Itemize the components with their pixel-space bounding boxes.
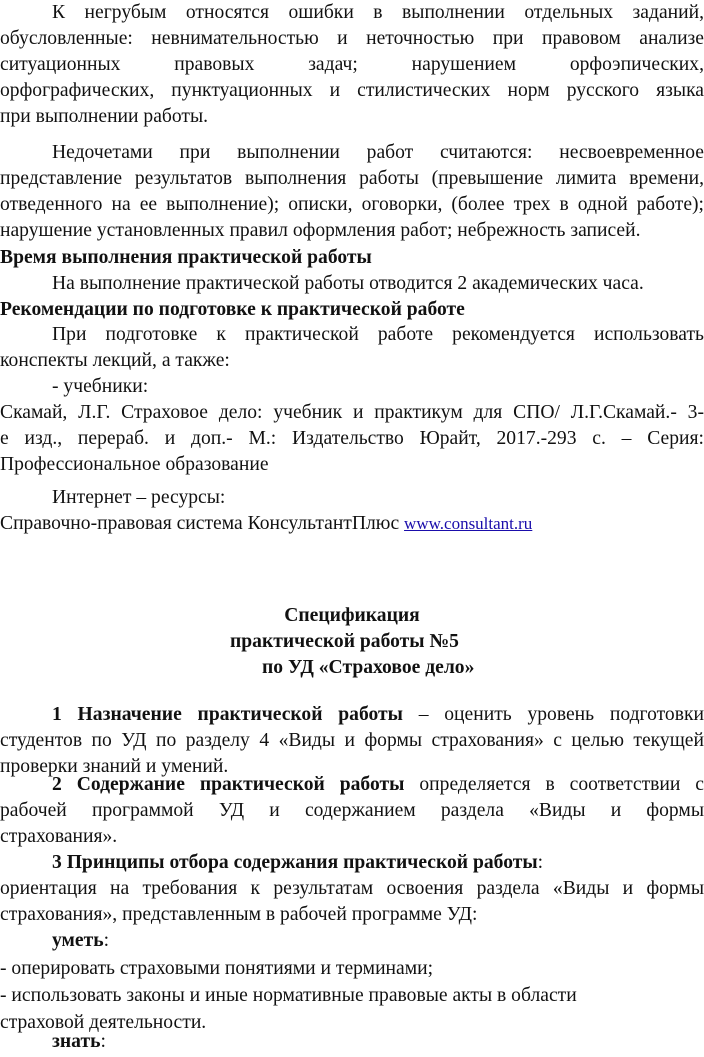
skills-heading: уметь: bbox=[52, 930, 110, 951]
paragraph-line: при выполнении работы. bbox=[0, 106, 209, 127]
paragraph-line: страхования», представленным в рабочей программе УД: bbox=[0, 904, 478, 925]
spec-title: Спецификация bbox=[284, 605, 420, 626]
spec-subtitle: практической работы №5 bbox=[230, 631, 459, 652]
paragraph-line: рабочей программой УД и содержанием раздела «Виды и формы bbox=[0, 800, 704, 821]
paragraph-line: ситуационных правовых задач; нарушением орфоэпических, bbox=[0, 54, 704, 75]
list-item: - оперировать страховыми понятиями и терминами; bbox=[0, 958, 434, 979]
paragraph-line: 2 Содержание практической работы определяется в соответствии с bbox=[52, 774, 704, 795]
spec-subtitle: по УД «Страховое дело» bbox=[262, 657, 475, 678]
resource-line bbox=[0, 511, 704, 538]
paragraph-line: представление результатов выполнения работы (превышение лимита времени, bbox=[0, 168, 704, 189]
list-item: - использовать законы и иные нормативные правовые акты в области bbox=[0, 985, 577, 1006]
paragraph-line: орфографических, пунктуационных и стилистических норм русского языка bbox=[0, 80, 704, 101]
section-heading: Время выполнения практической работы bbox=[0, 247, 372, 268]
reference-line: Профессиональное образование bbox=[0, 454, 269, 475]
knowledge-heading: знать: bbox=[52, 1031, 106, 1052]
paragraph-line: ориентация на требования к результатам освоения раздела «Виды и формы bbox=[0, 878, 704, 899]
paragraph-line: Недочетами при выполнении работ считаются: несвоевременное bbox=[52, 142, 704, 163]
section-heading: Рекомендации по подготовке к практической работе bbox=[0, 299, 465, 320]
paragraph-line: отведенного на ее выполнение); описки, оговорки, (более трех в одной работе); bbox=[0, 194, 704, 215]
reference-line: Скамай, Л.Г. Страховое дело: учебник и практикум для СПО/ Л.Г.Скамай.- 3- bbox=[0, 402, 704, 423]
list-label: Интернет – ресурсы: bbox=[52, 487, 226, 508]
paragraph-line: 1 Назначение практической работы – оценить уровень подготовки bbox=[52, 704, 704, 725]
paragraph-line: При подготовке к практической работе рекомендуется использовать bbox=[52, 324, 704, 345]
paragraph-line: проверки знаний и умений. bbox=[0, 756, 229, 777]
list-label: - учебники: bbox=[52, 376, 149, 397]
reference-line: е изд., перераб. и доп.- М.: Издательство Юрайт, 2017.-293 с. – Серия: bbox=[0, 428, 704, 449]
paragraph-line: К негрубым относятся ошибки в выполнении отдельных заданий, bbox=[52, 2, 704, 23]
consultant-link[interactable]: www.consultant.ru bbox=[404, 514, 533, 533]
paragraph-line: студентов по УД по разделу 4 «Виды и формы страхования» с целью текущей bbox=[0, 730, 704, 751]
paragraph-line: 3 Принципы отбора содержания практической работы: bbox=[52, 852, 544, 873]
list-item: страховой деятельности. bbox=[0, 1012, 207, 1033]
paragraph-line: конспекты лекций, а также: bbox=[0, 350, 230, 371]
paragraph-line: страхования». bbox=[0, 826, 118, 847]
paragraph-line: обусловленные: невнимательностью и неточностью при правовом анализе bbox=[0, 28, 704, 49]
paragraph-line: нарушение установленных правил оформления работ; небрежность записей. bbox=[0, 220, 641, 241]
resource-name: Справочно-правовая система КонсультантПлюс bbox=[0, 513, 400, 534]
paragraph-line: На выполнение практической работы отводится 2 академических часа. bbox=[52, 273, 644, 294]
